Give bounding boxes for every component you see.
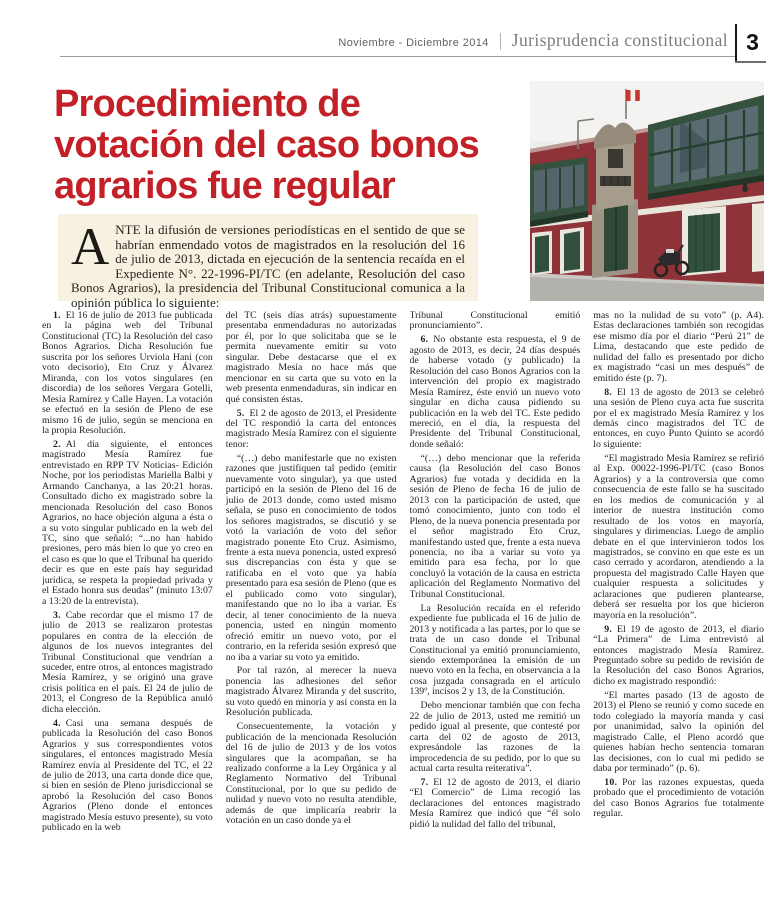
body-paragraph: 5. El 2 de agosto de 2013, el Presidente del TC respondió la carta del entonces magistrado Mesía Ramírez con el siguiente tenor: [225, 407, 397, 450]
page-header [60, 30, 728, 51]
portal-balcony [600, 176, 631, 186]
article-title-line: Procedimiento de [54, 83, 361, 125]
doorway-door-left1 [535, 235, 549, 273]
page-number-rule [735, 61, 766, 63]
body-paragraph: Por tal razón, al merecer la nueva ponencia las adhesiones del señor magistrado Álvarez Miranda y del suscrito, su voto quedó en minoría y así consta en la Resolución publicada. [225, 665, 397, 719]
body-paragraph: 6. No obstante esta respuesta, el 9 de agosto de 2013, es decir, 24 días después de haberse votado (y publicado) la Resolución del caso Bonos Agrarios con la intervención del propio ex magistrado Mesía Ramírez, éste envió un nuevo voto singular en dicha causa pidiendo su publicación en la web del TC. Este pedido mereció, en el día, la respuesta del Presidente del Tribunal Constitucional, donde señaló: [409, 334, 581, 450]
paragraph-number: 5. [236, 407, 245, 419]
paragraph-number: 9. [604, 623, 612, 635]
paragraph-number: 7. [420, 776, 429, 788]
article-title [54, 84, 524, 207]
article-title-line: votación del caso bonos [54, 124, 480, 166]
wall-lamp-bracket [743, 181, 747, 187]
building-photo [530, 81, 764, 301]
paragraph-number: 3. [53, 609, 61, 621]
paragraph-number: 8. [604, 386, 612, 398]
body-paragraph: del TC (seis días atrás) supuestamente presentaba enmendaduras no autorizadas por él, por lo que solicitaba que se le permita nuevamente emitir su voto singular. Debe destacarse que el ex magistrado Mesía no hace más que mencionar en su carta que su voto en la web presenta enmendaduras, sin indicar en qué consisten éstas. [225, 311, 397, 405]
building-photo-art [530, 81, 764, 301]
paragraph-number: 10. [604, 776, 618, 788]
header-divider [500, 33, 501, 50]
body-paragraph: 2. Al día siguiente, el entonces magistrado Mesía Ramírez fue entrevistado en RPP TV Noticias- Edición Noche, por los periodistas Mariella Balbi y Armando Canchanya, a las 20:21 horas. Consultado dicho ex magistrado sobre la mencionada Resolución del caso Bonos Agrarios, no hace objeción alguna a ésta o a su voto singular publicado en la web del TC, sino que señaló: “...no han habido presiones, pero más bien lo que yo creo en el caso es que lo que el Tribunal ha querido decir es que en este país hay seguridad jurídica, se respeta la propiedad privada y el Estado honra sus deudas” (minuto 13:07 a 13:20 de la entrevista). [42, 438, 213, 607]
doorway-frame-far-right [752, 203, 764, 272]
body-paragraph: Debo mencionar también que con fecha 22 de julio de 2013, usted me remitió un pedido igual al presente, que contesté por carta del 02 de agosto de 2013, expresándole las razones de la improcedencia de su pedido, por lo que su actual carta resulta reiterativa”. [409, 700, 581, 775]
doorway-door-left2 [564, 231, 580, 271]
body-paragraph: “El martes pasado (13 de agosto de 2013) el Pleno se reunió y como sucede en todo colegiado la mayoría manda y casi por unanimidad, salvo la opinión del magistrado Calle, el Pleno acordó que quienes habían hecho sentencia tomaran las decisiones, con lo cual mi pedido se daba por terminado” (p. 6). [593, 689, 764, 775]
body-paragraph: La Resolución recaída en el referido expediente fue publicada el 16 de julio de 2013 y notificada a las partes, por lo que se trata de un caso donde el Tribunal Constitucional ya emitió pronunciamiento, siendo extemporánea la emisión de un nuevo voto en la fecha, en observancia a la cosa juzgada consagrada en el artículo 139º, incisos 2 y 13, de la Constitución. [409, 602, 581, 698]
body-paragraph: “El magistrado Mesía Ramírez se refirió al Exp. 00022-1996-PI/TC (caso Bonos Agrarios) y a la controversia que como consecuencia de este fallo se ha suscitado en los medios de comunicación y al interior de nuestra institución como resultado de los votos en mayoría, singulares y dirimencias. Luego de amplio debate en el que intervinieron todos los magistrados, se convino en que este es un caso cerrado y acordaron, atendiendo a la propuesta del magistrado Calle Hayen que cualquier respuesta a solicitudes y aclaraciones que pudieren plantearse, deberá ser resuelta por los que hicieron mayoría en la resolución”. [593, 452, 764, 621]
paragraph-number: 6. [420, 334, 429, 346]
body-paragraph: mas no la nulidad de su voto” (p. A4). Estas declaraciones también son recogidas ese mismo día por el diario “Perú 21” de Lima, destacando que este pedido de nulidad del fallo es presentado por dicho ex magistrado “casi un mes después” de emitido éste (p. 7). [593, 311, 764, 384]
body-column-3 [410, 311, 581, 911]
body-paragraph: 7. El 12 de agosto de 2013, el diario “El Comercio” de Lima recogió las declaraciones del entonces magistrado Mesía Ramírez que indicó que “él solo pidió la nulidad del fallo del tribunal, [409, 776, 581, 830]
body-paragraph: Tribunal Constitucional emitió pronunciamiento”. [409, 311, 581, 332]
body-paragraph: “(…) debo manifestarle que no existen razones que justifiquen tal pedido (emitir nuevamente voto singular), ya que usted participó en la sesión de Pleno del 16 de julio de 2013 donde, como usted mismo señala, se puso en conocimiento de todos los señores magistrados, se discutió y se votó la variación de voto del señor magistrado ponente Eto Cruz. Asimismo, frente a esta nueva ponencia, usted expresó sus discrepancias con ésta y que se ratificaba en el voto que ya había presentado para esa sesión de Pleno (que es el publicado como voto singular), manifestando que no lo iba a variar. Es decir, al tener conocimiento de la nueva ponencia, usted en ningún momento ofreció emitir un nuevo voto, por el contrario, en la referida sesión expresó que no iba a variar su voto ya emitido. [225, 452, 397, 663]
intro-box [58, 214, 478, 310]
body-paragraph: 10. Por las razones expuestas, queda probado que el procedimiento de votación del caso Bonos Agrarios fue totalmente regular. [593, 776, 764, 820]
article-body [42, 311, 764, 911]
dropcap: A [71, 218, 110, 276]
body-column-2 [226, 311, 397, 911]
page-number: 3 [735, 24, 768, 61]
body-paragraph: “(…) debo mencionar que la referida causa (la Resolución del caso Bonos Agrarios) fue votada y decidida en la sesión de Pleno de fecha 16 de julio de 2013 con la participación de usted, que tomó conocimiento, junto con todo el Pleno, de la nueva ponencia presentada por el señor magistrado Eto Cruz, manifestando usted que, frente a esta nueva ponencia, no iba a variar su voto ya emitido para esa fecha, por lo que concluyó la votación de la causa en estricta aplicación del Reglamento Normativo del Tribunal Constitucional. [409, 452, 581, 600]
body-column-1 [42, 311, 213, 911]
body-column-4 [593, 311, 764, 911]
body-paragraph: 8. El 13 de agosto de 2013 se celebró una sesión de Pleno cuya acta fue suscrita por el ex magistrado Mesía Ramírez y los demás cinco magistrados del TC de entonces, en cuyo Punto Quinto se acordó lo siguiente: [593, 386, 764, 450]
portal-window [608, 149, 623, 168]
section-title: Jurisprudencia constitucional [511, 30, 728, 50]
paragraph-number: 4. [53, 717, 61, 729]
paragraph-number: 1. [53, 311, 61, 321]
paragraph-number: 2. [53, 438, 61, 450]
body-paragraph: 9. El 19 de agosto de 2013, el diario “La Primera” de Lima entrevistó al entonces magistrado Mesía Ramírez. Preguntado sobre su pedido de revisión de la Resolución del caso Bonos Agrarios, dicho ex magistrado respondió: [593, 623, 764, 687]
body-paragraph: 4. Casi una semana después de publicada la Resolución del caso Bonos Agrarios y sus correspondientes votos singulares, el entonces magistrado Mesía Ramírez envía al Presidente del TC, el 22 de julio de 2013, una carta donde dice que, si bien en sesión de Pleno jurisdiccional se aprobó la Resolución del caso Bonos Agrarios (Pleno donde el entonces magistrado Mesía estuvo presente), su voto publicado en la web [42, 717, 213, 834]
body-paragraph: Consecuentemente, la votación y publicación de la mencionada Resolución del 16 de julio de 2013 y de los votos singulares que la acompañan, se ha realizado conforme a la Ley Orgánica y al Reglamento Normativo del Tribunal Constitucional, por lo que su pedido de nulidad y nuevo voto no resulta atendible, además de que implicaría reabrir la votación en un caso donde ya el [225, 721, 397, 827]
article-title-line: agrarios fue regular [54, 165, 395, 207]
header-rule [60, 56, 736, 57]
issue-date: Noviembre - Diciembre 2014 [338, 37, 489, 49]
body-paragraph: 1. El 16 de julio de 2013 fue publicada en la página web del Tribunal Constitucional (TC) la Resolución del caso Bonos Agrarios. Dicha Resolución fue suscrita por los señores Urviola Hani (con voto decisorio), Eto Cruz y Álvarez Miranda, con los votos singulares (en discordia) de los señores Vergara Gotelli, Mesía Ramírez y Calle Hayen. La votación se efectuó en la sesión de Pleno de ese mismo 16 de julio, según se menciona en la propia Resolución. [42, 311, 213, 436]
body-paragraph: 3. Cabe recordar que el mismo 17 de julio de 2013 se realizaron protestas populares en contra de la elección de algunos de los nuevos integrantes del Tribunal Constitucional que vendrían a suceder, entre otros, al entonces magistrado Mesía Ramírez, y se originó una grave crisis política en el país. El 24 de julio de 2013, el Congreso de la República anuló dicha elección. [42, 609, 213, 715]
intro-text: NTE la difusión de versiones periodísticas en el sentido de que se habrían enmendado votos de magistrados en la resolución del 16 de julio de 2013, dictada en ejecución de la sentencia recaída en el Expediente N°. 22-1996-PI/TC (en adelante, Resolución del caso Bonos Agrarios), la presidencia del Tribunal Constitucional comunica a la opinión pública lo siguiente: [71, 222, 465, 310]
